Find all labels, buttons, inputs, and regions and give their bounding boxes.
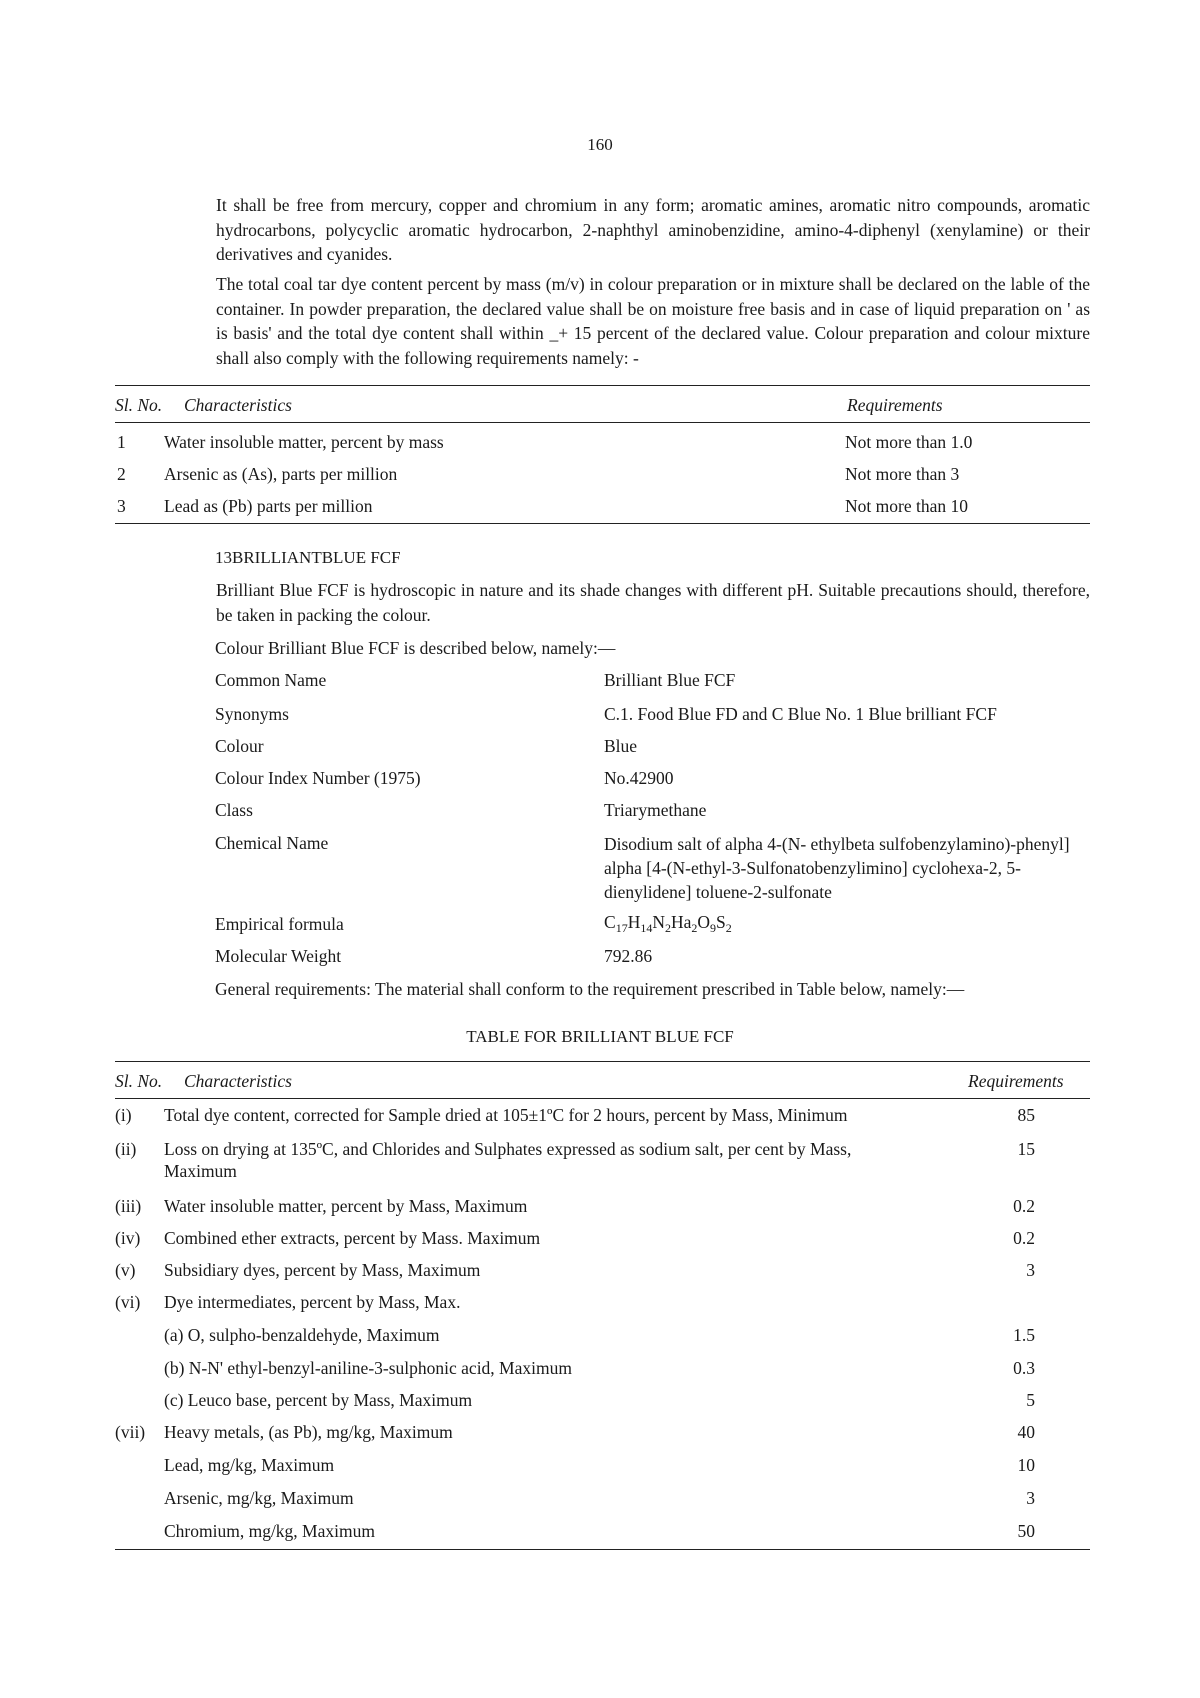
prop-label-colour: Colour [215,736,264,756]
section-paragraph-text: Brilliant Blue FCF is hydroscopic in nature and its shade changes with different pH. Suitable precautions should, therefore, be taken in packing the colour. [216,580,1090,625]
table2-row-sl: (ii) [115,1139,137,1159]
formula-n-count: 2 [664,921,671,935]
table2-header-rule [115,1098,1090,1099]
prop-value-colour: Blue [604,736,638,756]
formula-ha-count: 2 [691,921,698,935]
prop-label-colour-index: Colour Index Number (1975) [215,768,421,788]
table1-header-rule [115,422,1090,423]
table1-header-characteristics: Characteristics [184,395,292,415]
formula-h: H [627,912,641,932]
formula-ha: Ha [670,912,692,932]
prop-value-class: Triarymethane [604,800,707,820]
table2-row-sl: (v) [115,1260,136,1280]
molecular-weight-value: 792.86 [604,946,653,966]
table2-row-char: (c) Leuco base, percent by Mass, Maximum [164,1390,473,1410]
section-heading: 13BRILLIANTBLUE FCF [215,548,401,567]
table1-header-requirements: Requirements [847,395,943,415]
table2-row-req: 0.2 [1013,1196,1035,1216]
table1-bottom-rule [115,523,1090,524]
table2-header-characteristics: Characteristics [184,1071,292,1091]
intro-paragraph-2 [164,272,1090,370]
table1-row2-char: Arsenic as (As), parts per million [164,464,398,484]
prop-label-common-name: Common Name [215,670,327,690]
section-paragraph [164,578,1090,627]
table1-row2-sl: 2 [117,464,126,484]
table2-row-req: 0.2 [1013,1228,1035,1248]
formula-o-count: 9 [710,921,717,935]
prop-value-synonyms: C.1. Food Blue FD and C Blue No. 1 Blue brilliant FCF [604,704,997,724]
intro-paragraph-1 [164,193,1090,267]
table2-top-rule [115,1061,1090,1062]
table2-header-requirements: Requirements [968,1071,1064,1091]
formula-o: O [697,912,711,932]
table2-row-char: Combined ether extracts, percent by Mass. Maximum [164,1228,541,1248]
intro-text-1: It shall be free from mercury, copper and chromium in any form; aromatic amines, aromatic nitro compounds, aromatic hydrocarbons, polycyclic aromatic hydrocarbon, 2-naphthyl aminobenzidine, amino-4-diphenyl (xenylamine) or their derivatives and cyanides. [216,195,1090,264]
table2-row-req: 3 [1026,1260,1035,1280]
table1-row3-char: Lead as (Pb) parts per million [164,496,373,516]
table2-bottom-rule [115,1549,1090,1550]
table2-row-char-continued: Maximum [164,1161,237,1181]
table2-row-sl: (iii) [115,1196,142,1216]
empirical-formula-label: Empirical formula [215,914,344,934]
general-requirements: General requirements: The material shall conform to the requirement prescribed in Table below, namely:— [215,979,965,999]
formula-s: S [716,912,726,932]
intro-text-2: The total coal tar dye content percent by mass (m/v) in colour preparation or in mixture shall be declared on the lable of the container. In powder preparation, the declared value shall be on moisture free basis and in case of liquid preparation on ' as is basis' and the total dye content shall within _+ 15 percent of the declared value. Colour preparation and colour mixture shall also comply with the following requirements namely: - [216,274,1090,368]
table2-row-req: 5 [1026,1390,1035,1410]
molecular-weight-label: Molecular Weight [215,946,342,966]
prop-label-class: Class [215,800,253,820]
table1-row2-req: Not more than 3 [845,464,960,484]
table2-title: TABLE FOR BRILLIANT BLUE FCF [466,1027,734,1046]
table2-row-req: 10 [1017,1455,1035,1475]
table1-row1-req: Not more than 1.0 [845,432,973,452]
table1-top-rule [115,385,1090,386]
formula-c-count: 17 [615,921,628,935]
table2-row-char: Dye intermediates, percent by Mass, Max. [164,1292,461,1312]
table2-row-sl: (iv) [115,1228,141,1248]
table2-row-char: (a) O, sulpho-benzaldehyde, Maximum [164,1325,440,1345]
table2-row-req: 1.5 [1013,1325,1035,1345]
table1-row3-req: Not more than 10 [845,496,968,516]
table2-row-sl: (i) [115,1105,132,1125]
prop-value-common-name: Brilliant Blue FCF [604,670,736,690]
table1-header-sl: Sl. No. [115,395,163,415]
table2-row-req: 0.3 [1013,1358,1035,1378]
table2-row-char: Subsidiary dyes, percent by Mass, Maximum [164,1260,481,1280]
table2-row-req: 3 [1026,1488,1035,1508]
table2-row-sl: (vii) [115,1422,146,1442]
table2-row-char: (b) N-N' ethyl-benzyl-aniline-3-sulphonic acid, Maximum [164,1358,572,1378]
table2-row-char: Arsenic, mg/kg, Maximum [164,1488,354,1508]
table1-row1-sl: 1 [117,432,126,452]
formula-s-count: 2 [725,921,732,935]
table2-row-req: 85 [1017,1105,1035,1125]
prop-value-chemical-name: Disodium salt of alpha 4-(N- ethylbeta sulfobenzylamino)-phenyl] alpha [4-(N-ethyl-3-Sulfonatobenzylimino] cyclohexa-2, 5-dienylidene] toluene-2-sulfonate [604,834,1070,902]
table2-row-char: Loss on drying at 135ºC, and Chlorides and Sulphates expressed as sodium salt, per cent by Mass, [164,1139,852,1159]
formula-h-count: 14 [640,921,653,935]
table2-row-char: Lead, mg/kg, Maximum [164,1455,335,1475]
prop-value-colour-index: No.42900 [604,768,674,788]
table2-row-sl: (vi) [115,1292,141,1312]
prop-label-synonyms: Synonyms [215,704,289,724]
table2-row-char: Water insoluble matter, percent by Mass, Maximum [164,1196,528,1216]
formula-c: C [604,912,616,932]
table2-row-char: Heavy metals, (as Pb), mg/kg, Maximum [164,1422,453,1442]
table2-row-req: 15 [1017,1139,1035,1159]
table1-row3-sl: 3 [117,496,126,516]
table2-row-req: 50 [1017,1521,1035,1541]
table2-header-sl: Sl. No. [115,1071,163,1091]
table2-row-char: Total dye content, corrected for Sample dried at 105±1ºC for 2 hours, percent by Mass, Minimum [164,1105,848,1125]
formula-n: N [652,912,665,932]
page-number: 160 [587,135,613,154]
prop-label-chemical-name: Chemical Name [215,833,329,853]
table2-row-req: 40 [1017,1422,1035,1442]
table2-row-char: Chromium, mg/kg, Maximum [164,1521,375,1541]
table1-row1-char: Water insoluble matter, percent by mass [164,432,444,452]
empirical-formula-value [604,911,1090,939]
described-line: Colour Brilliant Blue FCF is described below, namely:— [215,638,616,658]
